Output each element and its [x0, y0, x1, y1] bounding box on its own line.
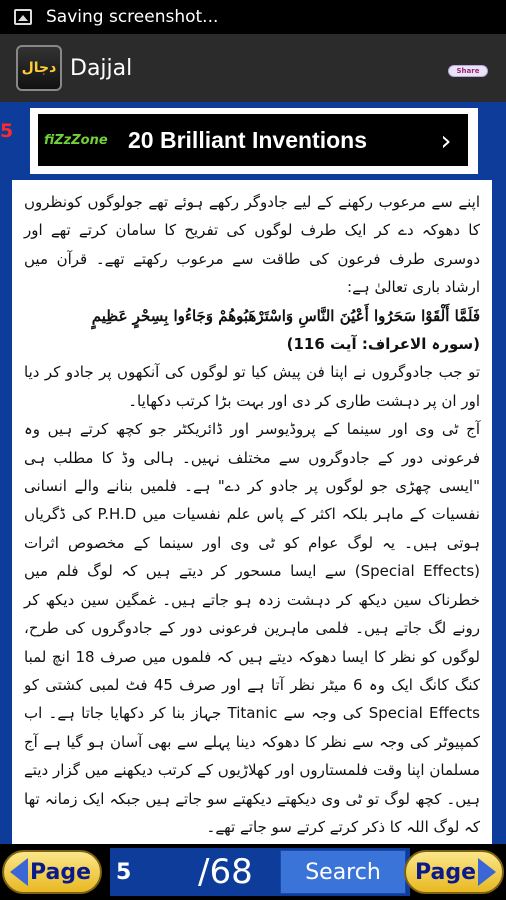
- app-logo[interactable]: دجال: [16, 45, 62, 91]
- status-text: Saving screenshot...: [46, 7, 219, 27]
- arrow-left-icon: [10, 858, 28, 886]
- page-content: [12, 180, 492, 844]
- ad-headline[interactable]: 20 Brilliant Inventions: [128, 126, 367, 153]
- arrow-right-icon: [478, 858, 496, 886]
- search-button[interactable]: Search: [280, 850, 406, 894]
- ad-banner[interactable]: [30, 108, 478, 174]
- page-indicator: 5: [0, 120, 14, 142]
- ad-logo: fiZzZone: [44, 132, 108, 148]
- quran-verse: فَلَمَّا أَلْقَوْا سَحَرُوا أَعْيُنَ النَّاسِ وَاسْتَرْهَبُوهُمْ وَجَاءُوا بِسِحْرٍ عَظِيمٍ: [91, 306, 480, 325]
- prev-page-button[interactable]: [2, 850, 102, 894]
- paragraph: تو جب جادوگروں نے اپنا فن پیش کیا تو لوگوں کی آنکھوں پر جادو کر دیا اور ان پر دہشت طاری کر دی اور بہت بڑا کرتب دکھایا۔: [24, 363, 480, 410]
- chevron-right-icon[interactable]: ›: [440, 123, 452, 157]
- image-icon: [14, 9, 32, 25]
- status-bar: [0, 0, 506, 34]
- action-bar: [0, 34, 506, 102]
- ad-inner[interactable]: [38, 114, 468, 166]
- next-page-button[interactable]: [404, 850, 504, 894]
- bottom-bar: [0, 844, 506, 900]
- next-page-label: Page: [414, 859, 476, 885]
- page-total: /68: [190, 848, 261, 896]
- page-number-input[interactable]: 5: [110, 848, 180, 896]
- paragraph: آج ٹی وی اور سینما کے پروڈیوسر اور ڈائریکٹر جو کچھ کرتے ہیں وہ فرعونی دور کے جادوگروں سے مختلف نہیں۔ ہالی وڈ کا مطلب ہی "ایسی چھڑی جو لوگوں پر جادو کر دے" ہے۔ فلمیں بنانے والے انسانی نفسیات کے ماہر بلکہ اکثر کے پاس علم نفسیات میں P.H.D کی ڈگریاں ہوتی ہیں۔ یہ لوگ عوام کو ٹی وی اور سینما کے مخصوص اثرات (Special Effects) سے ایسا مسحور کر دیتے ہیں کہ لوگ فلم میں خطرناک سین دیکھ کر دہشت زدہ ہو جاتے ہیں۔ غمگین سین دیکھ کر رونے لگ جاتے ہیں۔ فلمی ماہرین فرعونی دور کے جادوگروں کی طرح، لوگوں کو نظر کا ایسا دھوکہ دیتے ہیں کہ فلموں میں صرف 18 انچ لمبا کنگ کانگ ایک وہ 6 میٹر نظر آتا ہے اور صرف 45 فٹ لمبی کشتی کو Special Effects کی وجہ سے Titanic جہاز بنا کر دکھایا جاتا ہے۔ اب کمپیوٹر کی وجہ سے نظر کا دھوکہ دینا پہلے سے بھی آسان ہو گیا ہے آج مسلمان اپنا وقت فلمستاروں اور کھلاڑیوں کے کرتب دیکھنے میں گزار دیتے ہیں۔ کچھ لوگ تو ٹی وی دیکھتے دیکھتے سو جاتے ہیں جبکہ ایک زمانہ تھا کہ لوگ اللہ کا ذکر کرتے کرتے سو جاتے تھے۔: [24, 420, 481, 836]
- content-area: [0, 102, 506, 844]
- app-title: Dajjal: [70, 55, 133, 81]
- share-button[interactable]: Share: [448, 65, 488, 77]
- verse-reference: (سورہ الاعراف: آیت 116): [286, 335, 480, 354]
- paragraph: اپنے سے مرعوب رکھنے کے لیے جادوگر رکھے ہوئے تھے جولوگوں کونظروں کا دھوکہ دے کر ایک طرف لوگوں کی تفریح کا سامان کرتے تھے اور دوسری طرف فرعون کی طاقت سے مرعوب رکھتے تھے۔ قرآن میں ارشاد باری تعالیٰ ہے:: [24, 193, 480, 297]
- prev-page-label: Page: [30, 859, 92, 885]
